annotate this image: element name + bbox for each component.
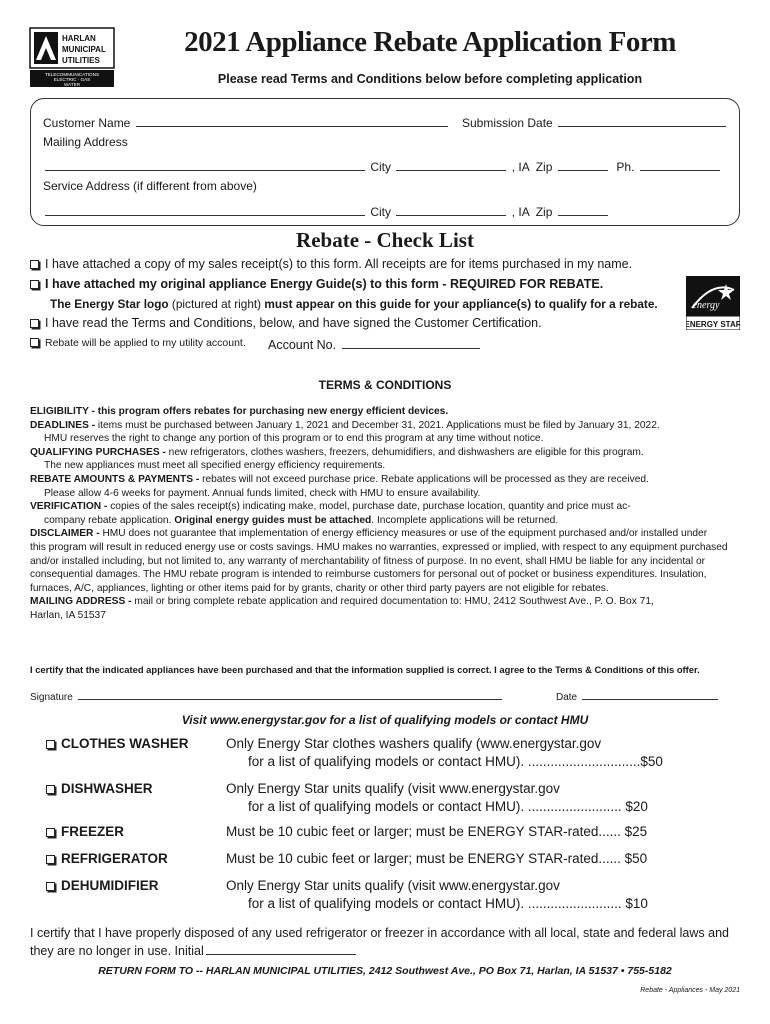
terms-deadlines-2: HMU reserves the right to change any portion of this program or to end this program at any time without notice. <box>44 433 544 445</box>
terms-checkbox[interactable] <box>30 319 39 328</box>
clothes-washer-checkbox[interactable] <box>46 740 55 749</box>
mailing-zip-field[interactable] <box>558 159 608 171</box>
terms-rebate-2: Please allow 4-6 weeks for payment. Annual funds limited, check with HMU to ensure availability. <box>44 487 481 499</box>
terms-deadlines: DEADLINES - items must be purchased between January 1, 2021 and December 31, 2021. Applications must be filed by January 31, 2022. <box>30 419 660 431</box>
service-city-label: City <box>370 205 392 219</box>
terms-eligibility: ELIGIBILITY - this program offers rebates for purchasing new energy efficient devices. <box>30 406 449 417</box>
terms-text: I have read the Terms and Conditions, below, and have signed the Customer Certification. <box>45 316 542 330</box>
signature-field[interactable] <box>78 690 502 700</box>
visit-energystar-note: Visit www.energystar.gov for a list of qualifying models or contact HMU <box>181 713 589 727</box>
terms-verification: VERIFICATION - copies of the sales receipt(s) indicating make, model, purchase date, purchase location, quantity and price must ac- <box>30 501 631 513</box>
customer-info-box <box>30 98 740 226</box>
customer-name-field[interactable] <box>136 115 448 127</box>
terms-verification-2: company rebate application. Original energy guides must be attached. Incomplete applications will be returned. <box>44 514 559 526</box>
submission-date-row <box>462 115 728 130</box>
checklist-item-terms <box>30 316 542 330</box>
logo-line1: HARLAN <box>62 34 96 43</box>
form-title: 2021 Appliance Rebate Application Form <box>184 26 676 58</box>
appliance-dehumidifier: DEHUMIDIFIER <box>46 878 159 893</box>
signature-label: Signature <box>30 692 73 703</box>
appliance-freezer: FREEZER <box>46 824 124 839</box>
energy-star-logo <box>686 276 740 330</box>
terms-rebate: REBATE AMOUNTS & PAYMENTS - rebates will not exceed purchase price. Rebate applications will be processed as they are received. <box>30 473 649 485</box>
account-number-field[interactable] <box>342 337 480 349</box>
customer-name-label: Customer Name <box>43 116 131 130</box>
phone-field[interactable] <box>640 159 720 171</box>
clothes-washer-desc: Only Energy Star clothes washers qualify (www.energystar.gov for a list of qualifying models or contact HMU). ..............................$50 <box>226 736 663 769</box>
phone-label: Ph. <box>616 160 635 174</box>
logo-tag2: ELECTRIC · GAS <box>53 77 91 82</box>
terms-body <box>30 405 746 623</box>
service-address-field[interactable] <box>45 204 365 216</box>
appliance-dishwasher: DISHWASHER <box>46 781 153 796</box>
energy-star-script: energy <box>692 300 720 311</box>
utility-account-checkbox[interactable] <box>30 338 39 347</box>
service-zip-label: Zip <box>535 205 553 219</box>
refrigerator-desc: Must be 10 cubic feet or larger; must be ENERGY STAR-rated...... $50 <box>226 851 648 866</box>
terms-qualifying-2: The new appliances must meet all specified energy efficiency requirements. <box>44 460 386 472</box>
logo-tag1: TELECOMMUNICATIONS <box>44 72 100 77</box>
energy-star-note-n: (pictured at right) <box>168 297 265 311</box>
utility-account-text: Rebate will be applied to my utility account. <box>45 337 246 349</box>
disposal-certification <box>30 924 750 960</box>
refrigerator-checkbox[interactable] <box>46 855 55 864</box>
service-city-field[interactable] <box>396 204 506 216</box>
terms-mailing: MAILING ADDRESS - mail or bring complete rebate application and required documentation to: HMU, 2412 Southwest Ave., P. O. Box 71, <box>30 596 654 608</box>
energy-star-note <box>50 297 658 311</box>
service-address-row <box>43 204 610 219</box>
dishwasher-checkbox[interactable] <box>46 785 55 794</box>
checklist-item-receipts <box>30 257 632 271</box>
energy-guide-text: I have attached my original appliance Energy Guide(s) to this form - REQUIRED FOR REBATE. <box>45 277 604 291</box>
receipts-text: I have attached a copy of my sales receipt(s) to this form. All receipts are for items purchased in my name. <box>45 257 633 271</box>
terms-disclaimer: DISCLAIMER - HMU does not guarantee that implementation of energy efficiency measures or use of the equipment purchased and/or installed under <box>30 528 708 540</box>
energy-star-label: ENERGY STAR <box>686 320 740 329</box>
appliance-clothes-washer: CLOTHES WASHER <box>46 736 189 751</box>
account-number-row <box>268 337 482 352</box>
freezer-desc: Must be 10 cubic feet or larger; must be ENERGY STAR-rated...... $25 <box>226 824 648 839</box>
date-label: Date <box>556 692 578 703</box>
dehumidifier-checkbox[interactable] <box>46 882 55 891</box>
checklist-title: Rebate - Check List <box>296 228 474 252</box>
form-footer: Rebate - Appliances - May 2021 <box>640 987 740 994</box>
receipts-checkbox[interactable] <box>30 260 39 269</box>
mailing-state-label: , IA <box>511 160 530 174</box>
form-subtitle: Please read Terms and Conditions below before completing application <box>217 72 643 86</box>
mailing-address-row <box>43 159 722 174</box>
return-address: RETURN FORM TO -- HARLAN MUNICIPAL UTILITIES, 2412 Southwest Ave., PO Box 71, Harlan, IA 51537 • 755-5182 <box>98 965 672 977</box>
freezer-checkbox[interactable] <box>46 828 55 837</box>
initial-field[interactable] <box>206 943 356 955</box>
terms-qualifying: QUALIFYING PURCHASES - new refrigerators, clothes washers, freezers, dehumidifiers, and dishwashers are eligible for this program. <box>30 446 644 458</box>
mailing-city-field[interactable] <box>396 159 506 171</box>
checklist-item-utility-account <box>30 337 246 349</box>
energy-star-note-b2: must appear on this guide for your appliance(s) to qualify for a rebate. <box>264 297 658 311</box>
submission-date-label: Submission Date <box>462 116 553 130</box>
submission-date-field[interactable] <box>558 115 726 127</box>
date-row <box>556 690 720 703</box>
service-zip-field[interactable] <box>558 204 608 216</box>
disposal-text: I certify that I have properly disposed of any used refrigerator or freezer in accordance with all local, state and federal laws and they are no longer in use. Initial <box>30 926 729 958</box>
terms-disclaimer-2: this program will result in reduced energy use or costs savings. HMU makes no warranties, expressed or implied, with respect to any equipment purchased and/or installed including, but not limited to, any warranty of merchantability of fitness of purpose. In no event, shall HMU be liable for any incidental or consequential damages. The HMU rebate program is intended to reimburse customers for personal out of pocket or business expenditures. Insulation, furnaces, A/C, appliances, lighting or other items paid for by grants, charity or other third party payers are not eligible for rebates. <box>30 541 728 594</box>
mailing-address-field[interactable] <box>45 159 365 171</box>
dishwasher-desc: Only Energy Star units qualify (visit www.energystar.gov for a list of qualifying models or contact HMU). ......................... $20 <box>226 781 648 814</box>
terms-heading: TERMS & CONDITIONS <box>318 378 452 392</box>
dehumidifier-desc: Only Energy Star units qualify (visit www.energystar.gov for a list of qualifying models or contact HMU). ......................... $10 <box>226 878 648 911</box>
service-address-label: Service Address (if different from above) <box>43 179 257 193</box>
checklist-item-energy-guide <box>30 277 603 291</box>
logo-tag3: WATER <box>63 82 81 87</box>
logo-line2: MUNICIPAL <box>62 45 106 54</box>
certification-statement: I certify that the indicated appliances have been purchased and that the information supplied is correct. I agree to the Terms & Conditions of this offer. <box>30 664 700 675</box>
energy-guide-checkbox[interactable] <box>30 280 39 289</box>
mailing-zip-label: Zip <box>535 160 553 174</box>
customer-name-row <box>43 115 450 130</box>
service-state-label: , IA <box>511 205 530 219</box>
logo-line3: UTILITIES <box>62 56 100 65</box>
terms-mailing-2: Harlan, IA 51537 <box>30 609 106 621</box>
signature-row <box>30 690 504 703</box>
mailing-city-label: City <box>370 160 392 174</box>
energy-star-note-b1: The Energy Star logo <box>50 297 169 311</box>
mailing-address-label: Mailing Address <box>43 135 128 149</box>
date-field[interactable] <box>582 690 718 700</box>
appliance-refrigerator: REFRIGERATOR <box>46 851 168 866</box>
account-number-label: Account No. <box>268 338 337 352</box>
hmu-logo <box>28 26 116 88</box>
